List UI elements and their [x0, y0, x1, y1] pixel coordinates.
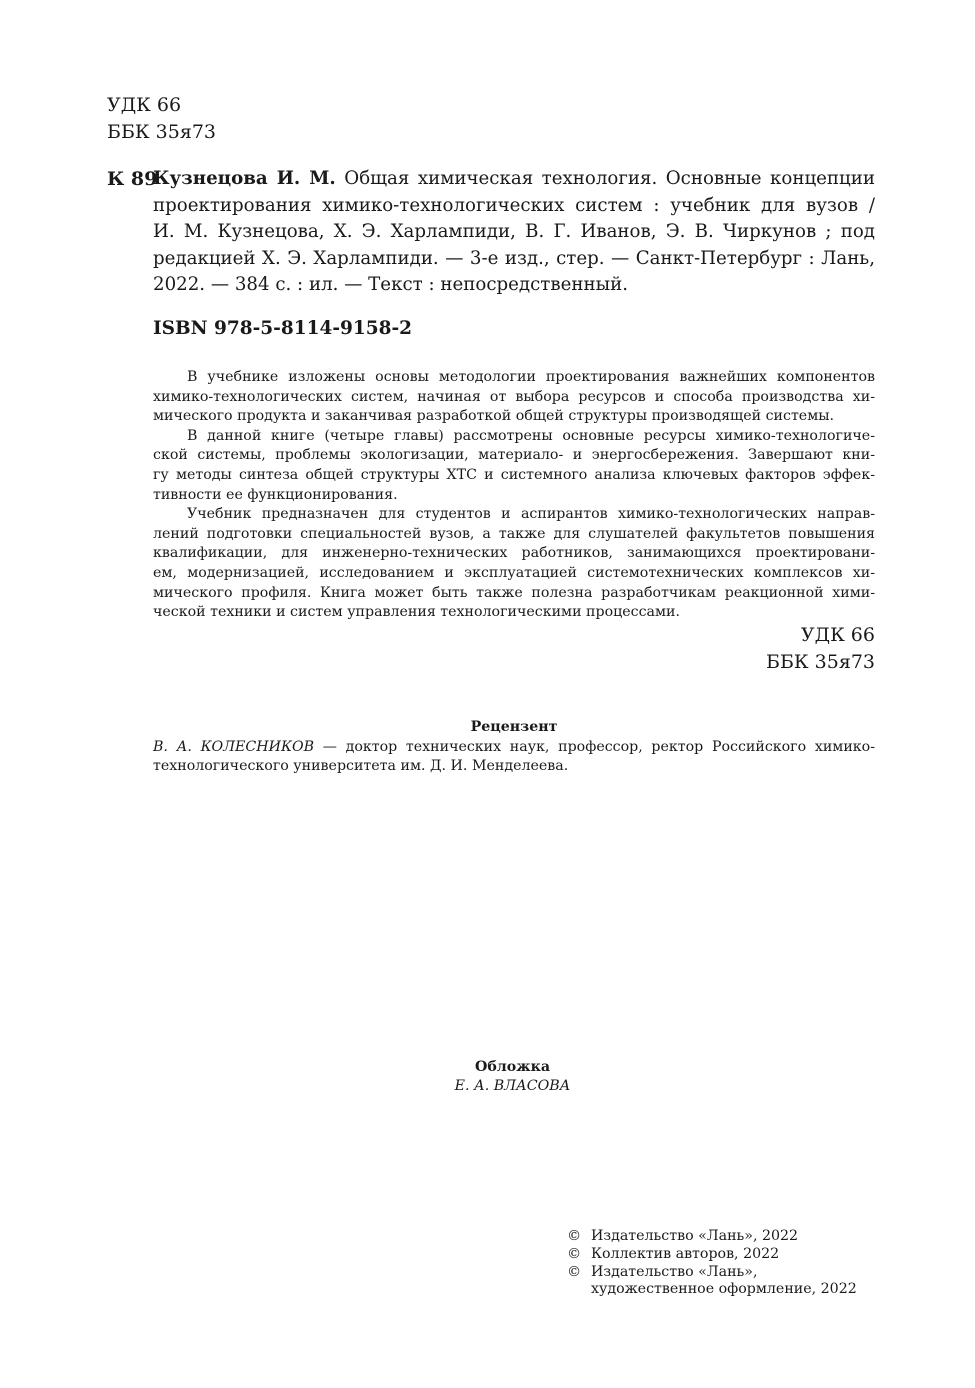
copyright-line: © Издательство «Лань», 2022: [567, 1228, 799, 1244]
annotation-line: ской системы, проблемы экологизации, материало- и энергосбережения. Завершают кни-: [153, 447, 875, 464]
classification-codes-top: [107, 92, 216, 146]
bibliographic-line: Кузнецова И. М. Общая химическая технология. Основные концепции: [153, 168, 875, 189]
copyright-icon: ©: [567, 1228, 582, 1244]
reviewer-line: технологического университета им. Д. И. Менделеева.: [153, 758, 569, 775]
annotation: [153, 368, 875, 623]
author-sign: К 89: [107, 168, 158, 190]
copyright-line: © Коллектив авторов, 2022: [567, 1245, 780, 1262]
annotation-line: ем, модернизацией, исследованием и эксплуатацией системотехнических комплексов хи-: [153, 564, 875, 581]
reviewer-block: [153, 718, 875, 777]
classification-codes-right: [766, 622, 875, 676]
cover-heading: Обложка: [474, 1059, 551, 1075]
bbk-code: ББК 35я73: [765, 651, 875, 673]
isbn: ISBN 978-5-8114-9158-2: [153, 318, 413, 339]
udk-code: УДК 66: [107, 94, 182, 116]
annotation-line: лений подготовки специальностей вузов, а также для слушателей факультетов повышения: [153, 525, 875, 542]
copyright-line: © Издательство «Лань»,: [567, 1263, 758, 1280]
annotation-line: химико-технологических систем, начиная от выбора ресурсов и способа производства хи-: [153, 388, 875, 405]
cover-designer-name: Е. А. ВЛАСОВА: [454, 1078, 571, 1094]
bibliographic-line: И. М. Кузнецова, Х. Э. Харлампиди, В. Г. Иванов, Э. В. Чиркунов ; под: [153, 221, 875, 243]
annotation-line: В учебнике изложены основы методологии проектирования важнейших компонентов: [187, 369, 875, 385]
annotation-line: ческой техники и систем управления технологическими процессами.: [153, 604, 680, 621]
copyright-block: [567, 1228, 857, 1299]
bibliographic-line: редакцией Х. Э. Харлампиди. — 3-е изд., стер. — Санкт-Петербург : Лань,: [153, 247, 875, 269]
annotation-line: тивности ее функционирования.: [153, 486, 398, 503]
reviewer-name: В. А. КОЛЕСНИКОВ: [153, 738, 315, 755]
bibliographic-line: проектирования химико-технологических систем : учебник для вузов /: [153, 194, 875, 216]
annotation-line: квалификации, для инженерно-технических работников, занимающихся проектировани-: [153, 545, 875, 562]
copyright-icon: ©: [567, 1263, 582, 1280]
annotation-line: мического профиля. Книга может быть также полезна разработчикам реакционной хими-: [153, 584, 875, 601]
bibliographic-description: [153, 166, 875, 299]
reviewer-heading: Рецензент: [470, 719, 558, 735]
bibliographic-line: 2022. — 384 с. : ил. — Текст : непосредственный.: [153, 274, 628, 296]
copyright-line: художественное оформление, 2022: [591, 1281, 857, 1298]
catalog-card: [107, 166, 875, 299]
udk-code: УДК 66: [800, 624, 875, 646]
annotation-line: мического продукта и заканчивая разработкой общей структуры производящей системы.: [153, 408, 835, 425]
bbk-code: ББК 35я73: [107, 121, 217, 143]
annotation-line: Учебник предназначен для студентов и аспирантов химико-технологических направ-: [187, 506, 875, 523]
annotation-line: В данной книге (четыре главы) рассмотрены основные ресурсы химико-технологиче-: [187, 427, 875, 444]
cover-credit: [0, 1058, 975, 1096]
copyright-icon: ©: [567, 1245, 582, 1262]
author-name: Кузнецова И. М.: [153, 168, 336, 189]
reviewer-line: В. А. КОЛЕСНИКОВ — доктор технических наук, профессор, ректор Российского химико-: [153, 738, 876, 755]
annotation-line: гу методы синтеза общей структуры ХТС и системного анализа ключевых факторов эффек-: [153, 466, 875, 483]
